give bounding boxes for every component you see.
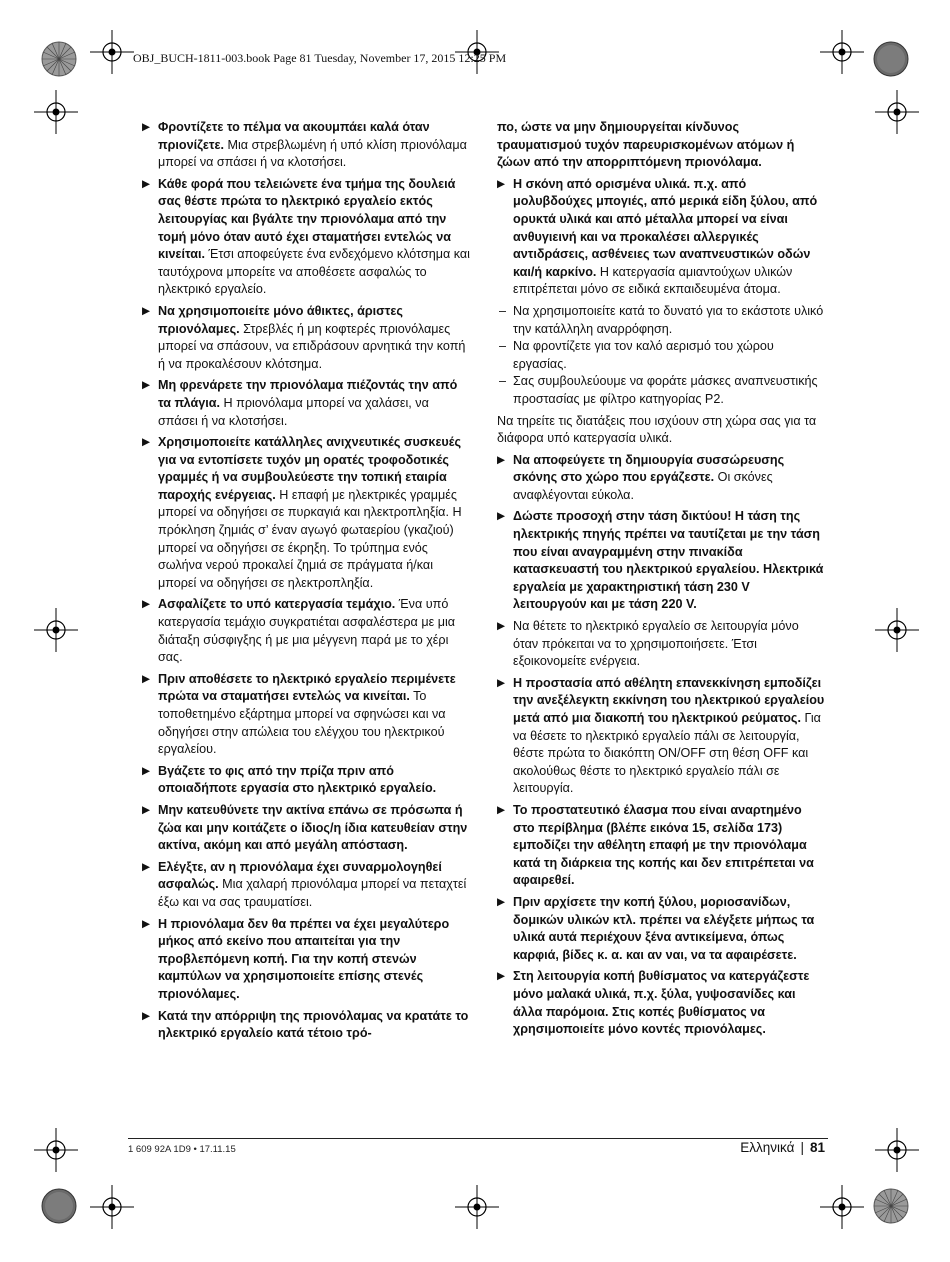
safety-item-heading: Μην κατευθύνετε την ακτίνα επάνω σε πρόσωπα ή ζώα και μην κοιτάζετε ο ίδιος/η ίδια κατευθείαν στην ακτίνα, ακόμη και από μεγάλη απόσταση. — [158, 802, 468, 853]
safety-item-text: Η κατεργασία αμιαντούχων υλικών επιτρέπεται μόνο σε ειδικά εκπαιδευμένα άτομα. — [513, 264, 793, 297]
safety-item-heading: Η σκόνη από ορισμένα υλικά. π.χ. από μολυβδούχες μπογιές, από μερικά είδη ξύλου, από ορυκτά υλικά και από μέταλλα μπορεί να είναι ανθυγιεινή και να προκαλέσει αλλεργικές αντιδράσεις, ασθένειες των αναπνευστικών οδών και/ή καρκίνο. — [513, 176, 818, 279]
registration-mark-bottom-center — [455, 1185, 499, 1229]
safety-item-blade-length — [142, 916, 472, 1004]
safety-item-text: Οι σκόνες αναφλέγονται εύκολα. — [513, 470, 773, 502]
print-header: OBJ_BUCH-1811-003.book Page 81 Tuesday, November 17, 2015 12:25 PM — [133, 51, 507, 65]
regulations-note: Να τηρείτε τις διατάξεις που ισχύουν στη χώρα σας για τα διάφορα υπό κατεργασία υλικά. — [497, 413, 817, 446]
safety-item-mains-voltage — [497, 508, 825, 614]
safety-item-text: Το τοποθετημένο εξάρτημα μπορεί να σφηνώσει και να οδηγήσει στην απώλεια του ελέγχου του ηλεκτρικού εργαλείου. — [158, 689, 446, 757]
safety-item-dust — [497, 176, 825, 299]
safety-item-heading: Χρησιμοποιείτε κατάλληλες ανιχνευτικές συσκευές για να εντοπίσετε τυχόν μη ορατές τροφοδοτικές γραμμές ή να συμβουλεύεστε την τοπική εταιρία παροχής ενέργειας. — [158, 435, 461, 502]
safety-item-no-braking — [142, 377, 472, 430]
safety-item-plunge-cut — [497, 968, 825, 1038]
footer-document-code: 1 609 92A 1D9 • 17.11.15 — [128, 1144, 236, 1155]
safety-item-heading: Πριν αποθέσετε το ηλεκτρικό εργαλείο περιμένετε πρώτα να σταματήσει εντελώς να κινείται. — [158, 671, 456, 704]
safety-item-heading: Ασφαλίζετε το υπό κατεργασία τεμάχιο. — [158, 597, 396, 612]
safety-item-blade-eject — [142, 1008, 472, 1043]
safety-item-laser-beam — [142, 802, 472, 855]
safety-item-guard-plate — [497, 802, 825, 890]
left-column — [142, 119, 472, 1047]
safety-item-heading: Πριν αρχίσετε την κοπή ξύλου, μοριοσανίδων, δομικών υλικών κτλ. πρέπει να ελέγξετε μήπως τα υλικά αυτά περιέχουν ξένα αντικείμενα, όπως καρφιά, βίδες κ. α. και αν ναι, να τα αφαιρέσετε. — [513, 894, 815, 962]
safety-item-text: Η επαφή με ηλεκτρικές γραμμές μπορεί να οδηγήσει σε πυρκαγιά και ηλεκτροπληξία. Η πρόκληση ζημιάς σ’ έναν αγωγό φωταερίου (γκαζιού) μπορεί να οδηγήσει σε έκρηξη. Το τρύπημα ενός σωλήνα νερού προκαλεί ζημιά σε πράγματα ή/και μπορεί να οδηγήσει σε ηλεκτροπληξία. — [158, 487, 462, 590]
registration-mark-right-lower — [875, 1128, 919, 1172]
safety-item-text: Για να θέσετε το ηλεκτρικό εργαλείο πάλι σε λειτουργία, θέστε πρώτα το διακόπτη ON/OFF στη θέση OFF και ακολούθως θέστε το ηλεκτρικό εργαλείο πάλι σε λειτουργία. — [513, 711, 821, 796]
continued-text: πο, ώστε να μην δημιουργείται κίνδυνος τραυματισμού τυχόν παρευρισκομένων ατόμων ή ζώων από την απορριπτόμενη πριονόλαμα. — [497, 120, 795, 170]
footer-rule — [128, 1138, 828, 1139]
safety-item-heading: Δώστε προσοχή στην τάση δικτύου! Η τάση της ηλεκτρικής πηγής πρέπει να ταυτίζεται με την τάση που είναι αναγραμμένη στην πινακίδα κατασκευαστή του ηλεκτρικού εργαλείου. Ηλεκτρικά εργαλεία με χαρακτηριστική τάση 230 V λειτουργούν και με τάση 220 V. — [513, 509, 824, 612]
safety-item-text: Να θέτετε το ηλεκτρικό εργαλείο σε λειτουργία μόνο όταν πρόκειται να το χρησιμοποιήσετε. Έτσι εξοικονομείτε ενέργεια. — [513, 619, 799, 669]
registration-mark-bottom-left — [90, 1185, 134, 1229]
safety-item-undamaged-blades — [142, 303, 472, 373]
registration-mark-left-middle — [34, 608, 78, 652]
safety-item-text: Η πριονόλαμα μπορεί να χαλάσει, να σπάσει ή να κλοτσήσει. — [158, 395, 429, 428]
registration-mark-left-upper — [34, 90, 78, 134]
safety-item-heading: Η προστασία από αθέλητη επανεκκίνηση εμποδίζει την ανεξέλεγκτη εκκίνηση του ηλεκτρικού εργαλείου μετά από μια διακοπή του ηλεκτρικού ρεύματος. — [513, 675, 825, 725]
registration-mark-top-left — [90, 30, 134, 74]
registration-mark-bottom-right — [820, 1185, 864, 1229]
safety-item-switch-off — [142, 176, 472, 299]
registration-mark-top-right — [820, 30, 864, 74]
color-target-top-right — [873, 41, 909, 77]
safety-item-text: Έτσι αποφεύγετε ένα ενδεχόμενο κλότσημα και ταυτόχρονα μπορείτε να αποθέσετε ασφαλώς το ηλεκτρικό εργαλείο. — [158, 247, 470, 297]
safety-item-heading: Η πριονόλαμα δεν θα πρέπει να έχει μεγαλύτερο μήκος από εκείνο που απαιτείται για την προβλεπόμενη κοπή. Για την κοπή στενών καμπύλων να χρησιμοποιείτε επίσης στενές πριονόλαμες. — [158, 916, 450, 1001]
dash-item-ventilation: – Να φροντίζετε για τον καλό αερισμό του χώρου εργασίας. — [497, 338, 825, 373]
color-target-top-left — [41, 41, 77, 77]
safety-item-unplug — [142, 763, 472, 798]
safety-item-foreign-objects — [497, 894, 825, 964]
registration-mark-right-upper — [875, 90, 919, 134]
safety-item-text: Ένα υπό κατεργασία τεμάχιο συγκρατιέται ασφαλέστερα με μια διάταξη σύσφιγξης ή με μια μέγγενη παρά με το χέρι σας. — [158, 597, 456, 665]
safety-item-heading: Ελέγξτε, αν η πριονόλαμα έχει συναρμολογηθεί ασφαλώς. — [158, 859, 442, 892]
safety-item-heading: Το προστατευτικό έλασμα που είναι αναρτημένο στο περίβλημα (βλέπε εικόνα 15, σελίδα 173) εμποδίζει την αθέλητη επαφή με την πριονόλαμα κατά τη διάρκεια της κοπής και δεν επιτρέπεται να αφαιρεθεί. — [513, 802, 814, 888]
safety-item-heading: Φροντίζετε το πέλμα να ακουμπάει καλά όταν πριονίζετε. — [158, 120, 430, 152]
safety-item-heading: Στη λειτουργία κοπή βυθίσματος να κατεργάζεστε μόνο μαλακά υλικά, π.χ. ξύλα, γυψοσανίδες και άλλα παρόμοια. Στις κοπές βυθίσματος να χρησιμοποιείτε μόνο κοντές πριονόλαμες. — [513, 969, 810, 1037]
safety-item-text: Στρεβλές ή μη κοφτερές πριονόλαμες μπορεί να σπάσουν, να επιδράσουν αρνητικά την κοπή ή να προκαλέσουν κλότσημα. — [158, 321, 466, 371]
dash-item-mask: – Σας συμβουλεύουμε να φοράτε μάσκες αναπνευστικής προστασίας με φίλτρο κατηγορίας P2. — [497, 373, 825, 408]
safety-item-footplate — [142, 119, 472, 172]
safety-item-heading: Βγάζετε το φις από την πρίζα πριν από οποιαδήποτε εργασία στο ηλεκτρικό εργαλείο. — [158, 763, 437, 796]
safety-item-heading: Να αποφεύγετε τη δημιουργία συσσώρευσης σκόνης στο χώρο που εργάζεστε. — [513, 452, 785, 485]
safety-item-text: Μια στρεβλωμένη ή υπό κλίση πριονόλαμα μπορεί να σπάσει ή να κλοτσήσει. — [158, 137, 467, 170]
safety-item-restart-protection — [497, 675, 825, 798]
safety-item-text: Μια χαλαρή πριονόλαμα μπορεί να πεταχτεί έξω και να σας τραυματίσει. — [158, 877, 467, 909]
registration-mark-left-lower — [34, 1128, 78, 1172]
page-number: 81 — [809, 1140, 825, 1155]
registration-mark-right-middle — [875, 608, 919, 652]
footer-language: Ελληνικά — [740, 1140, 795, 1155]
safety-item-energy-saving — [497, 618, 825, 671]
safety-item-secure-workpiece — [142, 596, 472, 666]
right-column — [497, 119, 825, 1043]
color-target-bottom-right — [873, 1188, 909, 1224]
safety-item-heading: Κατά την απόρριψη της πριονόλαμας να κρατάτε το ηλεκτρικό εργαλείο κατά τέτοιο τρό- — [158, 1008, 469, 1041]
footer-page-label — [700, 1140, 825, 1155]
safety-item-detectors — [142, 434, 472, 592]
safety-item-dust-accumulation — [497, 452, 825, 505]
safety-item-blade-mounted — [142, 859, 472, 912]
footer-separator: | — [800, 1140, 804, 1155]
safety-item-wait-stop — [142, 671, 472, 759]
safety-item-heading: Κάθε φορά που τελειώνετε ένα τμήμα της δουλειά σας θέστε πρώτα το ηλεκτρικό εργαλείο εκτός λειτουργίας και βγάλτε την πριονόλαμα από την τομή μόνο όταν αυτό έχει σταματήσει εντελώς να κινείται. — [158, 176, 456, 262]
safety-item-heading: Μη φρενάρετε την πριονόλαμα πιέζοντάς την από τα πλάγια. — [158, 378, 458, 410]
dash-item-extraction: – Να χρησιμοποιείτε κατά το δυνατό για το εκάστοτε υλικό την κατάλληλη αναρρόφηση. — [497, 303, 825, 338]
color-target-bottom-left — [41, 1188, 77, 1224]
safety-item-heading: Να χρησιμοποιείτε μόνο άθικτες, άριστες πριονόλαμες. — [158, 303, 403, 336]
